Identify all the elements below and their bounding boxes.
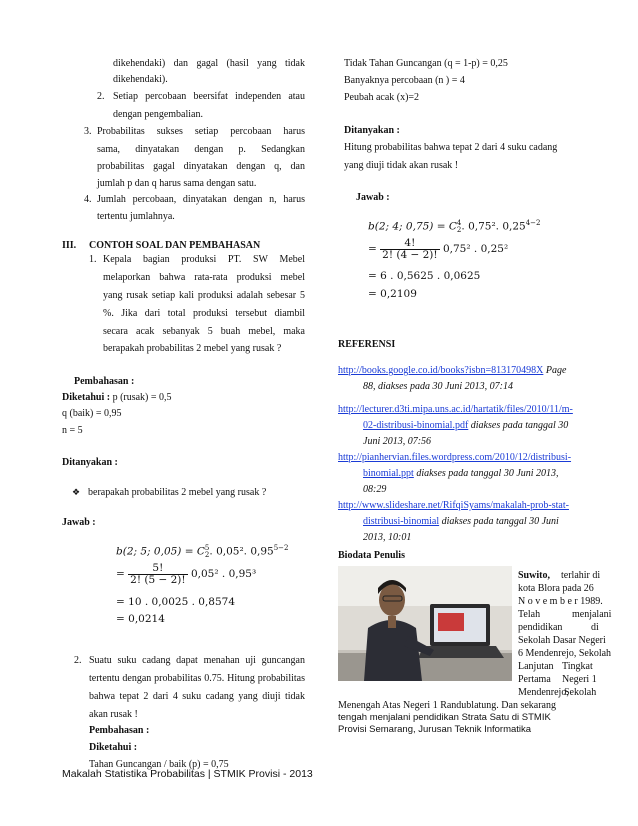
list-number: 1. [89,254,97,265]
section-number: III. [62,240,77,251]
reference-item-cont: Juni 2013, 07:56 [363,436,432,447]
given-line: Tidak Tahan Guncangan (q = 1-p) = 0,25 [344,58,508,69]
text-line: bahwa tepat 2 dari 4 suku cadang yang diuji tidak [89,691,305,702]
text-line: Setiap percobaan beersifat independen atau [113,91,305,102]
reference-link[interactable]: http://books.google.co.id/books?isbn=813170498X [338,365,544,376]
bio-line: di [591,622,599,633]
reference-item-cont: distribusi-binomial diakses pada tanggal 30 Juni [363,516,559,527]
text-line: berapakah probabilitas 2 mebel yang rusak ? [103,343,282,354]
reference-item-cont: binomial.ppt diakses pada tanggal 30 Juni 2013, [363,468,559,479]
heading-pembahasan: Pembahasan : [89,725,150,736]
bio-line: Mendenrejo, [518,687,569,698]
heading-jawab: Jawab : [356,192,390,203]
text-line: tertentu jumlahnya. [97,211,175,222]
text-line: Kepala bagian produksi PT. SW Mebel [103,254,305,265]
reference-link[interactable]: distribusi-binomial [363,516,440,527]
bio-line: Menengah Atas Negeri 1 Randublatung. Dan sekarang [338,700,556,711]
section-title: CONTOH SOAL DAN PEMBAHASAN [89,240,261,251]
heading-pembahasan: Pembahasan : [74,376,135,387]
bio-line: N o v e m b e r 1989. [518,596,603,607]
reference-item-cont: 08:29 [363,484,387,495]
list-number: 4. [84,194,92,205]
text-line: secara acak sebanyak 5 buah mebel, maka [103,326,305,337]
heading-ditanyakan: Ditanyakan : [62,457,118,468]
heading-referensi: REFERENSI [338,339,396,350]
bio-line: Pertama [518,674,551,685]
equation-line: = 0,0214 [116,613,165,625]
equation-line: = $\frac{4!}{2! (4 - 2)!}$ 0,75² . 0,25² [368,237,509,261]
reference-link[interactable]: http://pianhervian.files.wordpress.com/2010/12/distribusi- [338,452,572,463]
text-line: Hitung probabilitas bahwa tepat 2 dari 4 suku cadang [344,142,558,153]
text-line: probabilitas gagal dinyatakan dengan q, dan [97,161,305,172]
bio-line: Sekolah Dasar Negeri [518,635,606,646]
question-line: berapakah probabilitas 2 mebel yang rusak ? [88,487,267,498]
given-line: Banyaknya percobaan (n ) = 4 [344,75,465,86]
bio-line: menjalani [572,609,612,620]
text-line: tertentu dengan probabilitas 0.75. Hitung probabilitas [89,673,305,684]
text-line: Suatu suku cadang dapat menahan uji guncangan [89,655,305,666]
bio-line: 6 Mendenrejo, Sekolah [518,648,612,659]
bio-line: Tingkat [562,661,593,672]
bio-line: terlahir di [561,570,601,581]
author-photo [338,566,512,681]
bio-line: Provisi Semarang, Jurusan Teknik Informatika [338,724,532,735]
given-line: n = 5 [62,425,83,436]
heading-jawab: Jawab : [62,517,96,528]
bio-line: pendidikan [518,622,563,633]
heading-biodata: Biodata Penulis [338,550,405,561]
equation-line: = 6 . 0,5625 . 0,0625 [368,270,481,282]
text-line: yang diuji tidak akan rusak ! [344,160,459,171]
bio-line: Sekolah [564,687,597,698]
text-line: dikehendaki) dan gagal (hasil yang tidak [113,58,305,69]
equation-line: b(2; 4; 0,75) = C 4 2 . 0,75². $0,25^{4-2}$ [368,219,541,234]
list-number: 2. [97,91,105,102]
reference-link[interactable]: http://lecturer.d3ti.mipa.uns.ac.id/hartatik/files/2010/11/m- [338,404,573,415]
given-line: q (baik) = 0,95 [62,408,122,419]
bio-line: kota Blora pada 26 [518,583,594,594]
heading-ditanyakan: Ditanyakan : [344,125,400,136]
reference-item: http://books.google.co.id/books?isbn=813170498X Page [338,365,567,376]
reference-item-cont: 02-distribusi-binomial.pdf diakses pada tanggal 30 [363,420,569,431]
text-line: melaporkan bahwa rata-rata produksi mebel [103,272,305,283]
reference-link[interactable]: binomial.ppt [363,468,414,479]
equation-line: = 10 . 0,0025 . 0,8574 [116,596,236,608]
bio-line: Negeri 1 [562,674,597,685]
list-number: 2. [74,655,82,666]
given-line: Diketahui : p (rusak) = 0,5 [62,392,172,403]
text-line: sama, dinyatakan dengan p. Sedangkan [97,144,305,155]
text-line: dengan pengembalian. [113,109,203,120]
text-line: yang rusak setiap kali produksi adalah sebesar 5 [103,290,305,301]
reference-item-cont: 2013, 10:01 [363,532,412,543]
bio-line: tengah menjalani pendidikan Strata Satu di STMIK [338,712,551,723]
bio-line: Telah [518,609,541,620]
text-line: akan rusak ! [89,709,138,720]
text-line: dikehendaki). [113,74,168,85]
text-line: %. Jika dari total produksi tersebut diambil [103,308,305,319]
reference-item-cont: 88, diakses pada 30 Juni 2013, 07:14 [363,381,513,392]
bullet-icon: ❖ [72,487,81,497]
equation-line: = $\frac{5!}{2! (5 - 2)!}$ 0,05² . 0,95³ [116,562,257,586]
page-footer: Makalah Statistika Probabilitas | STMIK Provisi - 2013 [62,768,313,780]
equation-line: = 0,2109 [368,288,417,300]
bio-line: Lanjutan [518,661,554,672]
given-line: Peubah acak (x)=2 [344,92,420,103]
text-line: Probabilitas sukses setiap percobaan harus [97,126,305,137]
reference-link[interactable]: 02-distribusi-binomial.pdf [363,420,469,431]
equation-line: b(2; 5; 0,05) = C 5 2 . 0,05². $0,95^{5-2}$ [116,544,289,559]
reference-link[interactable]: http://www.slideshare.net/RifqiSyams/makalah-prob-stat- [338,500,569,511]
text-line: jumlah p dan q harus sama dengan satu. [97,178,257,189]
bio-line: Suwito, [518,570,550,581]
text-line: Jumlah percobaan, dinyatakan dengan n, harus [97,194,305,205]
list-number: 3. [84,126,92,137]
given-line: Tahan Guncangan / baik (p) = 0,75 [89,759,229,770]
heading-diketahui: Diketahui : [89,742,138,753]
